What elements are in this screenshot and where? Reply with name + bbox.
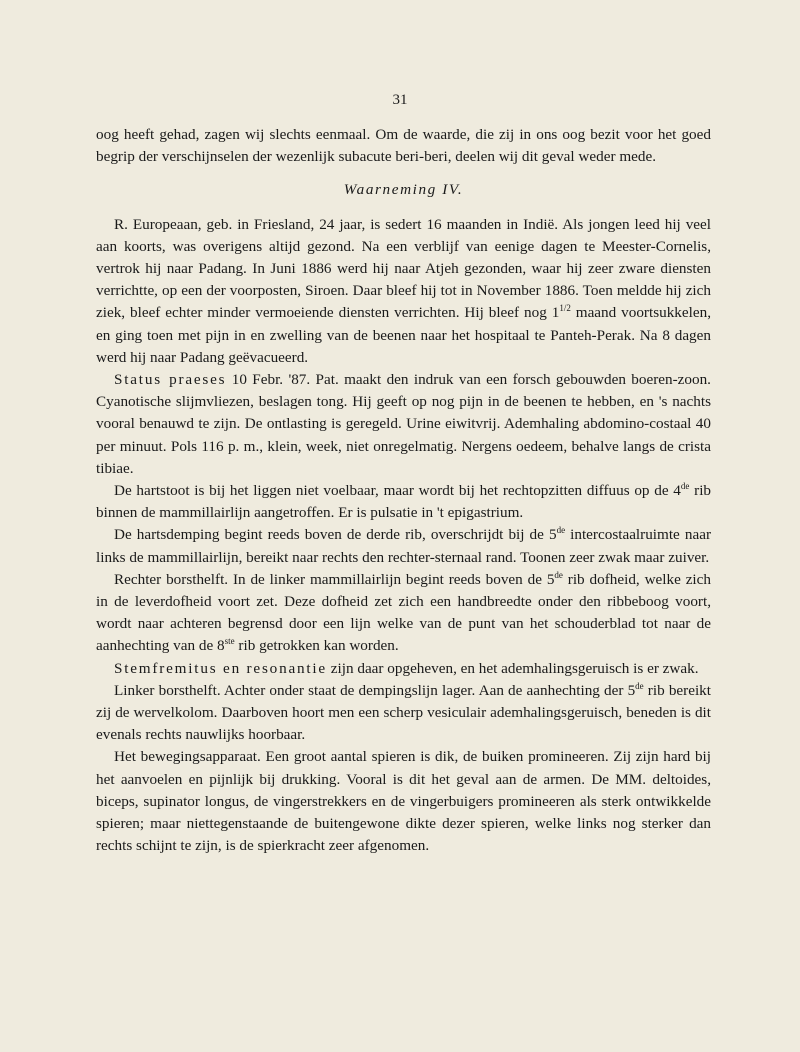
paragraph-status [96, 369, 711, 480]
ordinal-suffix: ste [224, 636, 235, 647]
stemfremitus-label: Stemfremitus en resonantie [114, 659, 327, 677]
document-body [96, 124, 711, 858]
hartsdemping-text-a: De hartsdemping begint reeds boven de derde rib, overschrijdt bij de 5 [114, 526, 557, 544]
paragraph-history [96, 214, 711, 369]
ordinal-suffix: de [556, 525, 566, 536]
hartstoot-text-b: rib binnen de mammillairlijn aangetroffen. Er is pulsatie in 't epigastrium. [96, 482, 712, 522]
section-heading: Waarneming IV. [343, 181, 464, 199]
paragraph-stemfremitus [96, 658, 711, 680]
paragraph-intro-text: oog heeft gehad, zagen wij slechts eenmaal. Om de waarde, die zij in ons oog bezit voor het goed begrip der verschijnselen der wezenlijk subacute beri-beri, deelen wij dit geval weder mede. [96, 126, 711, 166]
rechter-text-a: Rechter borsthelft. In de linker mammillairlijn begint reeds boven de 5 [114, 570, 555, 588]
history-text-b: maand voortsukkelen, en ging toen met pijn in en zwelling van de beenen naar het hospitaal te Panteh-Perak. Na 8 dagen werd hij naar Padang geëvacueerd. [96, 304, 711, 366]
linker-text-a: Linker borsthelft. Achter onder staat de dempingslijn lager. Aan de aanhechting der 5 [114, 681, 636, 699]
hartstoot-text-a: De hartstoot is bij het liggen niet voelbaar, maar wordt bij het rechtopzitten diffuus op de 4 [114, 482, 681, 500]
paragraph-linker-borsthelft [96, 680, 711, 747]
status-text: 10 Febr. '87. Pat. maakt den indruk van een forsch gebouwden boeren-zoon. Cyanotische slijmvliezen, beslagen tong. Hij geeft op nog pijn in de beenen te hebben, en 's nachts vooral benauwd te zijn. De ontlasting is geregeld. Urine eiwitvrij. Ademhaling abdomino-costaal 40 per minuut. Pols 116 p. m., klein, week, niet onregelmatig. Nergens oedeem, behalve langs de crista tibiae. [96, 371, 711, 477]
paragraph-intro [96, 124, 711, 168]
paragraph-hartstoot [96, 480, 711, 524]
paragraph-hartsdemping [96, 524, 711, 568]
fraction-whole: 1 [551, 304, 560, 322]
rechter-text-b: rib dofheid, welke zich in de leverdofheid voort zet. Deze dofheid zet zich een handbreedte onder den ribbeboog voort, wordt naar achteren begrensd door een lijn welke van de punt van het schouderblad tot naar de aanhechting van de 8 [96, 570, 711, 655]
status-praeses-label: Status praeses [114, 371, 227, 389]
fraction-part: 1/2 [559, 303, 571, 314]
linker-text-b: rib bereikt zij de wervelkolom. Daarboven hoort men een scherp vesiculair ademhalingsgeruisch, beneden is dit evenals rechts nauwlijks hoorbaar. [96, 681, 711, 744]
ordinal-suffix: de [635, 680, 644, 691]
paragraph-rechter-borsthelft [96, 569, 711, 658]
paragraph-bewegingsapparaat [96, 746, 711, 857]
hartsdemping-text-b: intercostaalruimte naar links de mammillairlijn, bereikt naar rechts den rechter-sternaal rand. Toonen zeer zwak maar zuiver. [96, 526, 712, 566]
bewegingsapparaat-text: Het bewegingsapparaat. Een groot aantal spieren is dik, de buiken promineeren. Zij zijn hard bij het aanvoelen en pijnlijk bij drukking. Vooral is dit het geval aan de armen. De MM. deltoides, biceps, supinator longus, de vingerstrekkers en de vingerbuigers promineeren als sterk ontwikkelde spieren; maar niettegenstaande de buitengewone dikte dezer spieren, welke links nog sterker dan rechts schijnt te zijn, is de spierkracht zeer afgenomen. [96, 748, 711, 855]
stemfremitus-text: zijn daar opgeheven, en het ademhalingsgeruisch is er zwak. [326, 659, 699, 677]
ordinal-suffix: de [554, 569, 563, 580]
history-text-a: R. Europeaan, geb. in Friesland, 24 jaar, is sedert 16 maanden in Indië. Als jongen leed hij veel aan koorts, was overigens altijd gezond. Na een verblijf van eenige dagen te Meester-Cornelis, vertrok hij naar Padang. In Juni 1886 werd hij naar Atjeh gezonden, waar hij zeer zware diensten verrichtte, op een der voorposten, Siroen. Daar bleef hij tot in November 1886. Toen meldde hij zich ziek, bleef echter minder vermoeiende diensten verrichten. Hij bleef nog [96, 215, 711, 322]
page-number: 31 [392, 92, 408, 108]
ordinal-suffix: de [680, 481, 690, 492]
rechter-text-c: rib getrokken kan worden. [234, 637, 399, 655]
